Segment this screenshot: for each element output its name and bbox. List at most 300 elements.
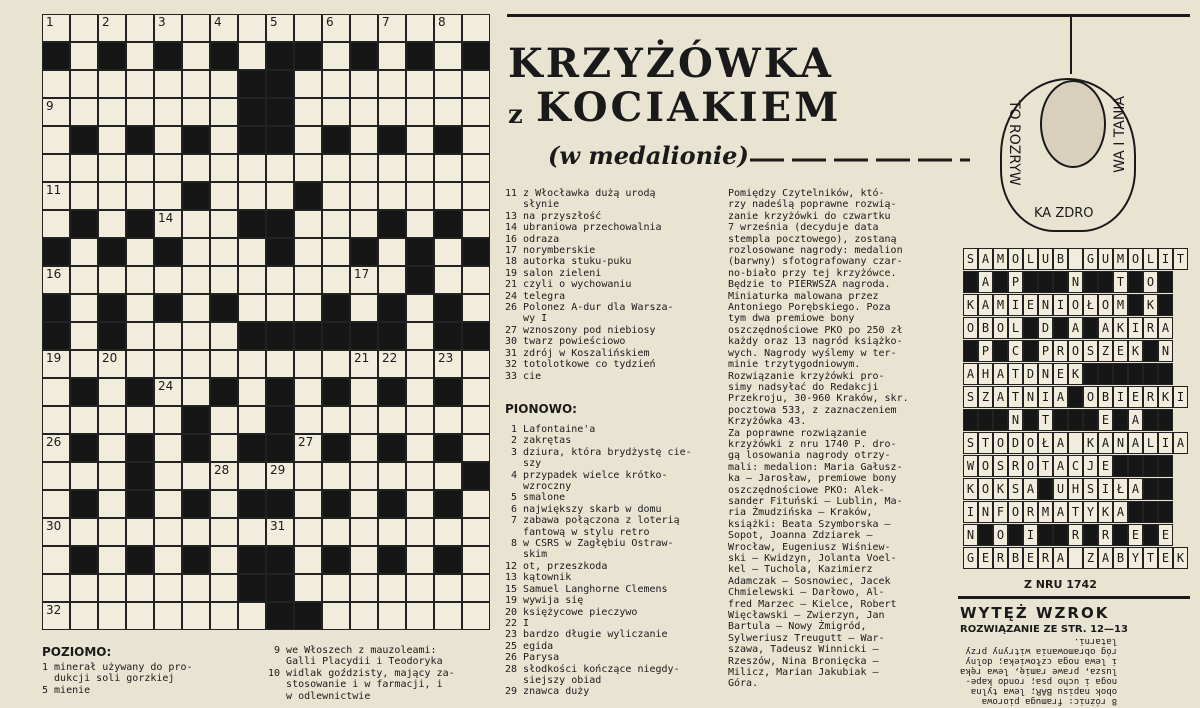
grid-cell[interactable] xyxy=(322,266,350,294)
grid-cell[interactable] xyxy=(98,490,126,518)
black-cell xyxy=(378,294,406,322)
black-cell xyxy=(266,126,294,154)
grid-cell[interactable] xyxy=(182,350,210,378)
grid-cell[interactable] xyxy=(378,70,406,98)
grid-cell[interactable] xyxy=(182,574,210,602)
grid-cell[interactable] xyxy=(462,602,490,630)
grid-cell[interactable] xyxy=(238,238,266,266)
grid-cell[interactable] xyxy=(406,126,434,154)
title-rule xyxy=(507,14,1190,17)
grid-cell[interactable] xyxy=(70,266,98,294)
grid-cell[interactable] xyxy=(350,294,378,322)
grid-cell[interactable] xyxy=(266,266,294,294)
grid-cell[interactable] xyxy=(462,490,490,518)
grid-cell[interactable] xyxy=(42,434,70,462)
grid-cell[interactable] xyxy=(350,434,378,462)
grid-cell[interactable] xyxy=(350,518,378,546)
grid-cell[interactable] xyxy=(182,518,210,546)
grid-cell[interactable] xyxy=(322,518,350,546)
grid-cell[interactable] xyxy=(98,462,126,490)
medallion-string xyxy=(1070,14,1072,74)
grid-cell[interactable] xyxy=(434,406,462,434)
grid-cell[interactable] xyxy=(294,490,322,518)
solution-cell: D xyxy=(1008,432,1023,454)
grid-cell[interactable] xyxy=(434,154,462,182)
grid-cell[interactable] xyxy=(322,182,350,210)
grid-cell[interactable] xyxy=(434,14,462,42)
grid-cell[interactable] xyxy=(42,490,70,518)
grid-cell[interactable] xyxy=(378,406,406,434)
grid-cell[interactable] xyxy=(70,14,98,42)
grid-cell[interactable] xyxy=(126,518,154,546)
grid-cell[interactable] xyxy=(126,574,154,602)
grid-cell[interactable] xyxy=(70,154,98,182)
grid-cell[interactable] xyxy=(462,70,490,98)
grid-cell[interactable] xyxy=(98,574,126,602)
grid-cell[interactable] xyxy=(182,266,210,294)
grid-cell[interactable] xyxy=(322,42,350,70)
grid-cell[interactable] xyxy=(462,126,490,154)
grid-cell[interactable] xyxy=(42,14,70,42)
grid-cell[interactable] xyxy=(98,602,126,630)
grid-cell[interactable] xyxy=(42,518,70,546)
grid-cell[interactable] xyxy=(406,378,434,406)
grid-cell[interactable] xyxy=(378,14,406,42)
grid-cell[interactable] xyxy=(294,14,322,42)
solution-black-cell xyxy=(1143,363,1158,385)
grid-cell[interactable] xyxy=(434,518,462,546)
grid-cell[interactable] xyxy=(210,238,238,266)
grid-cell[interactable] xyxy=(350,462,378,490)
ornament-icon xyxy=(750,150,980,170)
grid-cell[interactable] xyxy=(378,238,406,266)
grid-cell[interactable] xyxy=(378,154,406,182)
grid-cell[interactable] xyxy=(406,350,434,378)
grid-cell[interactable] xyxy=(350,378,378,406)
grid-cell[interactable] xyxy=(182,322,210,350)
grid-cell[interactable] xyxy=(406,518,434,546)
clue-number: 5 xyxy=(270,15,278,29)
clue-line: 5 smalone xyxy=(505,492,566,504)
grid-cell[interactable] xyxy=(462,266,490,294)
grid-cell[interactable] xyxy=(42,266,70,294)
grid-cell[interactable] xyxy=(406,14,434,42)
grid-cell[interactable] xyxy=(70,322,98,350)
grid-cell[interactable] xyxy=(210,14,238,42)
grid-cell[interactable] xyxy=(210,602,238,630)
grid-cell[interactable] xyxy=(154,406,182,434)
grid-cell[interactable] xyxy=(210,98,238,126)
clue-line: 30 twarz powieściowo xyxy=(505,336,626,348)
grid-cell[interactable] xyxy=(98,210,126,238)
grid-cell[interactable] xyxy=(294,210,322,238)
grid-cell[interactable] xyxy=(42,574,70,602)
solution-cell: I xyxy=(1008,294,1023,316)
grid-cell[interactable] xyxy=(294,350,322,378)
grid-cell[interactable] xyxy=(462,14,490,42)
grid-cell[interactable] xyxy=(126,238,154,266)
grid-cell[interactable] xyxy=(294,518,322,546)
grid-cell[interactable] xyxy=(266,182,294,210)
clue-number: 8 xyxy=(438,15,446,29)
solution-cell: T xyxy=(1038,455,1053,477)
grid-cell[interactable] xyxy=(154,322,182,350)
grid-cell[interactable] xyxy=(378,602,406,630)
grid-cell[interactable] xyxy=(154,434,182,462)
grid-cell[interactable] xyxy=(98,14,126,42)
grid-cell[interactable] xyxy=(210,210,238,238)
grid-cell[interactable] xyxy=(294,574,322,602)
grid-cell[interactable] xyxy=(210,154,238,182)
grid-cell[interactable] xyxy=(238,518,266,546)
grid-cell[interactable] xyxy=(182,238,210,266)
grid-cell[interactable] xyxy=(350,350,378,378)
grid-cell[interactable] xyxy=(378,462,406,490)
grid-cell[interactable] xyxy=(70,350,98,378)
grid-cell[interactable] xyxy=(98,434,126,462)
grid-cell[interactable] xyxy=(406,182,434,210)
grid-cell[interactable] xyxy=(42,546,70,574)
grid-cell[interactable] xyxy=(154,126,182,154)
grid-cell[interactable] xyxy=(70,406,98,434)
grid-cell[interactable] xyxy=(350,70,378,98)
grid-cell[interactable] xyxy=(462,182,490,210)
grid-cell[interactable] xyxy=(126,70,154,98)
grid-cell[interactable] xyxy=(210,350,238,378)
solution-cell: T xyxy=(1008,363,1023,385)
grid-cell[interactable] xyxy=(70,182,98,210)
grid-cell[interactable] xyxy=(434,462,462,490)
grid-cell[interactable] xyxy=(126,182,154,210)
grid-cell[interactable] xyxy=(182,602,210,630)
grid-cell[interactable] xyxy=(126,350,154,378)
grid-cell[interactable] xyxy=(294,70,322,98)
clue-line: 25 egida xyxy=(505,640,554,652)
grid-cell[interactable] xyxy=(266,518,294,546)
grid-cell[interactable] xyxy=(378,518,406,546)
grid-cell[interactable] xyxy=(434,266,462,294)
grid-cell[interactable] xyxy=(238,378,266,406)
grid-cell[interactable] xyxy=(126,322,154,350)
grid-cell[interactable] xyxy=(238,42,266,70)
grid-cell[interactable] xyxy=(98,546,126,574)
grid-cell[interactable] xyxy=(462,518,490,546)
grid-cell[interactable] xyxy=(350,406,378,434)
solution-black-cell xyxy=(963,271,978,293)
grid-cell[interactable] xyxy=(406,546,434,574)
grid-cell[interactable] xyxy=(70,574,98,602)
grid-cell[interactable] xyxy=(322,574,350,602)
grid-cell[interactable] xyxy=(322,406,350,434)
grid-cell[interactable] xyxy=(350,210,378,238)
grid-cell[interactable] xyxy=(70,462,98,490)
grid-cell[interactable] xyxy=(182,210,210,238)
grid-cell[interactable] xyxy=(322,602,350,630)
grid-cell[interactable] xyxy=(42,406,70,434)
grid-cell[interactable] xyxy=(98,182,126,210)
grid-cell[interactable] xyxy=(294,294,322,322)
solution-cell: N xyxy=(1158,340,1173,362)
grid-cell[interactable] xyxy=(294,238,322,266)
grid-cell[interactable] xyxy=(182,98,210,126)
grid-cell[interactable] xyxy=(434,182,462,210)
black-cell xyxy=(70,210,98,238)
black-cell xyxy=(98,238,126,266)
grid-cell[interactable] xyxy=(70,294,98,322)
grid-cell[interactable] xyxy=(126,294,154,322)
grid-cell[interactable] xyxy=(350,602,378,630)
grid-cell[interactable] xyxy=(350,546,378,574)
grid-cell[interactable] xyxy=(238,182,266,210)
grid-cell[interactable] xyxy=(126,602,154,630)
grid-cell[interactable] xyxy=(42,462,70,490)
grid-cell[interactable] xyxy=(98,126,126,154)
grid-cell[interactable] xyxy=(238,602,266,630)
grid-cell[interactable] xyxy=(154,266,182,294)
grid-cell[interactable] xyxy=(154,182,182,210)
grid-cell[interactable] xyxy=(294,434,322,462)
grid-cell[interactable] xyxy=(350,98,378,126)
grid-cell[interactable] xyxy=(462,98,490,126)
grid-cell[interactable] xyxy=(406,406,434,434)
grid-cell[interactable] xyxy=(406,490,434,518)
grid-cell[interactable] xyxy=(70,42,98,70)
grid-cell[interactable] xyxy=(126,154,154,182)
grid-cell[interactable] xyxy=(322,462,350,490)
grid-cell[interactable] xyxy=(70,238,98,266)
clue-number: 23 xyxy=(438,351,454,365)
grid-cell[interactable] xyxy=(126,98,154,126)
grid-cell[interactable] xyxy=(406,294,434,322)
grid-cell[interactable] xyxy=(406,154,434,182)
grid-cell[interactable] xyxy=(294,378,322,406)
grid-cell[interactable] xyxy=(210,574,238,602)
grid-cell[interactable] xyxy=(42,98,70,126)
grid-cell[interactable] xyxy=(154,518,182,546)
grid-cell[interactable] xyxy=(238,266,266,294)
grid-cell[interactable] xyxy=(406,70,434,98)
grid-cell[interactable] xyxy=(182,70,210,98)
grid-cell[interactable] xyxy=(322,14,350,42)
grid-cell[interactable] xyxy=(378,266,406,294)
solution-cell: E xyxy=(1128,386,1143,408)
grid-cell[interactable] xyxy=(294,154,322,182)
solution-cell: U xyxy=(1053,478,1068,500)
wytez-subtitle: ROZWIĄZANIE ZE STR. 12—13 xyxy=(960,624,1128,635)
grid-cell[interactable] xyxy=(126,14,154,42)
grid-cell[interactable] xyxy=(126,406,154,434)
grid-cell[interactable] xyxy=(154,378,182,406)
grid-cell[interactable] xyxy=(378,574,406,602)
clue-line: 13 kątownik xyxy=(505,572,572,584)
grid-cell[interactable] xyxy=(434,574,462,602)
solution-cell: Z xyxy=(978,386,993,408)
grid-cell[interactable] xyxy=(238,14,266,42)
grid-cell[interactable] xyxy=(294,462,322,490)
grid-cell[interactable] xyxy=(434,98,462,126)
grid-cell[interactable] xyxy=(154,14,182,42)
grid-cell[interactable] xyxy=(294,126,322,154)
grid-cell[interactable] xyxy=(406,462,434,490)
solution-cell: O xyxy=(1008,248,1023,270)
grid-cell[interactable] xyxy=(70,602,98,630)
grid-cell[interactable] xyxy=(322,210,350,238)
grid-cell[interactable] xyxy=(406,602,434,630)
grid-cell[interactable] xyxy=(294,406,322,434)
grid-cell[interactable] xyxy=(126,42,154,70)
grid-cell[interactable] xyxy=(154,462,182,490)
grid-cell[interactable] xyxy=(238,406,266,434)
grid-cell[interactable] xyxy=(154,490,182,518)
grid-cell[interactable] xyxy=(266,350,294,378)
grid-cell[interactable] xyxy=(350,126,378,154)
grid-cell[interactable] xyxy=(182,154,210,182)
grid-cell[interactable] xyxy=(406,98,434,126)
grid-cell[interactable] xyxy=(98,350,126,378)
grid-cell[interactable] xyxy=(238,462,266,490)
grid-cell[interactable] xyxy=(98,70,126,98)
grid-cell[interactable] xyxy=(350,266,378,294)
grid-cell[interactable] xyxy=(42,154,70,182)
grid-cell[interactable] xyxy=(98,406,126,434)
grid-cell[interactable] xyxy=(70,518,98,546)
grid-cell[interactable] xyxy=(350,14,378,42)
grid-cell[interactable] xyxy=(434,238,462,266)
black-cell xyxy=(434,322,462,350)
grid-cell[interactable] xyxy=(238,294,266,322)
black-cell xyxy=(378,210,406,238)
grid-cell[interactable] xyxy=(98,154,126,182)
rules-line: Adamczak — Sosnowiec, Jacek xyxy=(728,575,891,587)
grid-cell[interactable] xyxy=(182,14,210,42)
grid-cell[interactable] xyxy=(126,266,154,294)
grid-cell[interactable] xyxy=(434,70,462,98)
solution-cell: I xyxy=(1098,478,1113,500)
grid-cell[interactable] xyxy=(154,602,182,630)
grid-cell[interactable] xyxy=(154,70,182,98)
grid-cell[interactable] xyxy=(42,378,70,406)
grid-cell[interactable] xyxy=(98,378,126,406)
rules-line: sander Fituński — Lublin, Ma- xyxy=(728,495,903,507)
grid-cell[interactable] xyxy=(322,70,350,98)
grid-cell[interactable] xyxy=(42,602,70,630)
grid-cell[interactable] xyxy=(378,350,406,378)
grid-cell[interactable] xyxy=(350,574,378,602)
grid-cell[interactable] xyxy=(434,42,462,70)
grid-cell[interactable] xyxy=(406,210,434,238)
grid-cell[interactable] xyxy=(406,322,434,350)
grid-cell[interactable] xyxy=(42,210,70,238)
grid-cell[interactable] xyxy=(462,294,490,322)
grid-cell[interactable] xyxy=(210,434,238,462)
grid-cell[interactable] xyxy=(350,182,378,210)
grid-cell[interactable] xyxy=(350,490,378,518)
grid-cell[interactable] xyxy=(322,350,350,378)
grid-cell[interactable] xyxy=(266,462,294,490)
grid-cell[interactable] xyxy=(42,350,70,378)
clue-line: 20 księżycowe pieczywo xyxy=(505,606,638,618)
solution-cell: E xyxy=(1098,455,1113,477)
grid-cell[interactable] xyxy=(154,98,182,126)
grid-cell[interactable] xyxy=(462,546,490,574)
grid-cell[interactable] xyxy=(70,70,98,98)
grid-cell[interactable] xyxy=(406,434,434,462)
grid-cell[interactable] xyxy=(154,546,182,574)
grid-cell[interactable] xyxy=(182,462,210,490)
grid-cell[interactable] xyxy=(210,182,238,210)
grid-cell[interactable] xyxy=(210,70,238,98)
rules-line: simy nadsyłać do Redakcji xyxy=(728,381,879,393)
rules-text xyxy=(728,188,909,690)
grid-cell[interactable] xyxy=(322,98,350,126)
black-cell xyxy=(70,434,98,462)
grid-cell[interactable] xyxy=(266,14,294,42)
grid-cell[interactable] xyxy=(154,154,182,182)
grid-cell[interactable] xyxy=(294,98,322,126)
grid-cell[interactable] xyxy=(350,154,378,182)
grid-cell[interactable] xyxy=(294,546,322,574)
grid-cell[interactable] xyxy=(182,294,210,322)
grid-cell[interactable] xyxy=(210,490,238,518)
rules-line: krzyżówki z nru 1740 P. dro- xyxy=(728,438,897,450)
grid-cell[interactable] xyxy=(462,434,490,462)
grid-cell[interactable] xyxy=(98,518,126,546)
grid-cell[interactable] xyxy=(154,210,182,238)
grid-cell[interactable] xyxy=(462,574,490,602)
clue-number: 4 xyxy=(214,15,222,29)
grid-cell[interactable] xyxy=(462,154,490,182)
grid-cell[interactable] xyxy=(462,378,490,406)
grid-cell[interactable] xyxy=(154,574,182,602)
grid-cell[interactable] xyxy=(238,350,266,378)
grid-cell[interactable] xyxy=(378,42,406,70)
grid-cell[interactable] xyxy=(406,574,434,602)
grid-cell[interactable] xyxy=(462,406,490,434)
grid-cell[interactable] xyxy=(434,602,462,630)
grid-cell[interactable] xyxy=(42,182,70,210)
solution-cell: B xyxy=(1008,547,1023,569)
grid-cell[interactable] xyxy=(462,350,490,378)
grid-cell[interactable] xyxy=(322,154,350,182)
grid-cell[interactable] xyxy=(210,462,238,490)
grid-cell[interactable] xyxy=(210,546,238,574)
grid-cell[interactable] xyxy=(210,266,238,294)
grid-cell[interactable] xyxy=(42,70,70,98)
grid-cell[interactable] xyxy=(462,210,490,238)
grid-cell[interactable] xyxy=(98,98,126,126)
grid-cell[interactable] xyxy=(294,266,322,294)
grid-cell[interactable] xyxy=(210,406,238,434)
grid-cell[interactable] xyxy=(434,350,462,378)
grid-cell[interactable] xyxy=(266,154,294,182)
grid-cell[interactable] xyxy=(98,266,126,294)
grid-cell[interactable] xyxy=(238,154,266,182)
grid-cell[interactable] xyxy=(378,98,406,126)
grid-cell[interactable] xyxy=(42,126,70,154)
grid-cell[interactable] xyxy=(210,126,238,154)
grid-cell[interactable] xyxy=(266,294,294,322)
grid-cell[interactable] xyxy=(154,350,182,378)
grid-cell[interactable] xyxy=(210,518,238,546)
grid-cell[interactable] xyxy=(182,378,210,406)
grid-cell[interactable] xyxy=(378,182,406,210)
grid-cell[interactable] xyxy=(210,322,238,350)
black-cell xyxy=(238,210,266,238)
grid-cell[interactable] xyxy=(322,238,350,266)
grid-cell[interactable] xyxy=(70,98,98,126)
grid-cell[interactable] xyxy=(182,42,210,70)
black-cell xyxy=(434,294,462,322)
